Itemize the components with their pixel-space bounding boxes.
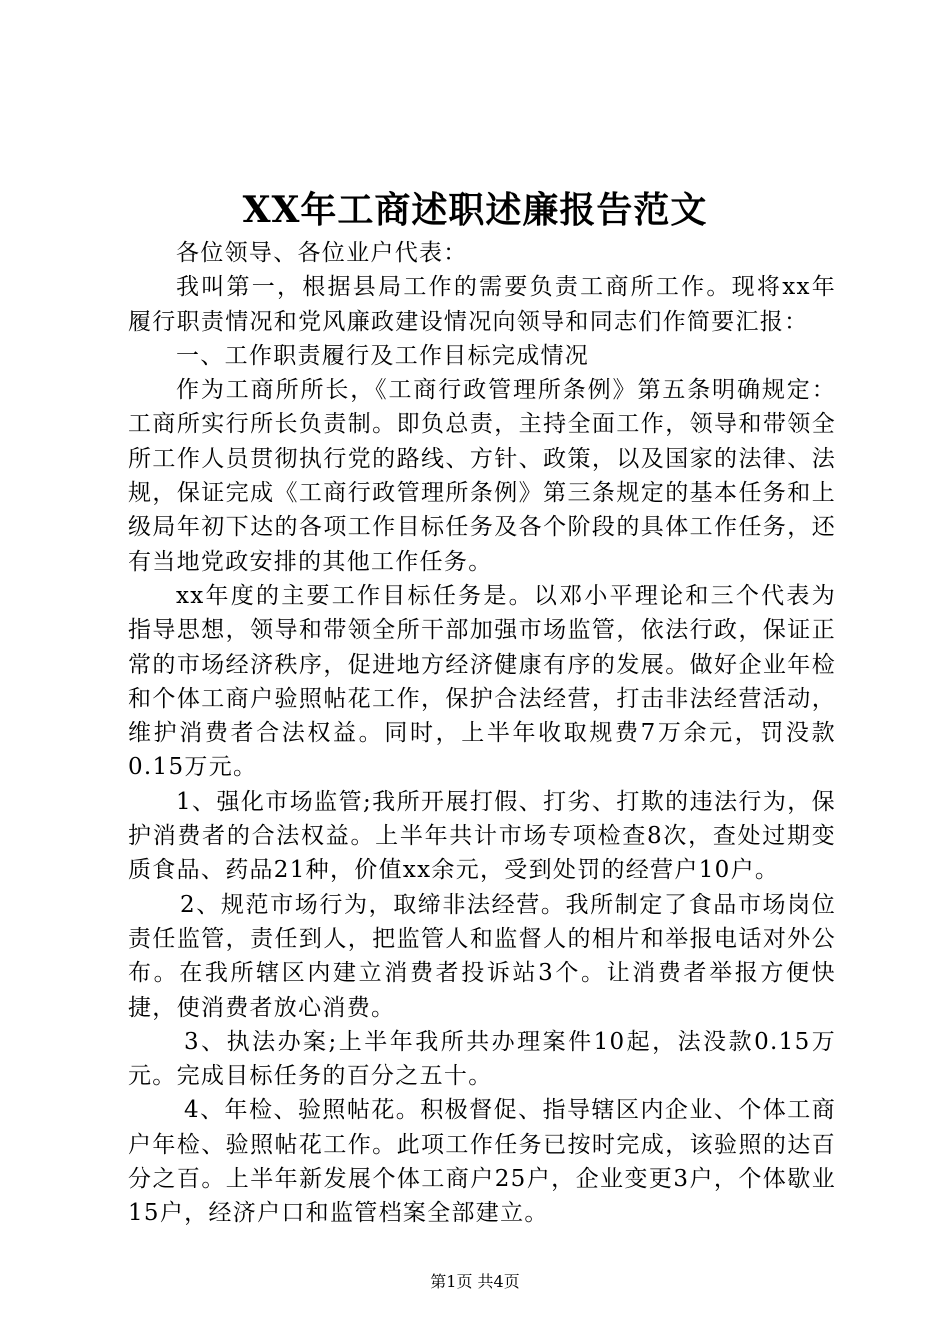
document-title: XX年工商述职述廉报告范文 bbox=[242, 189, 708, 231]
item-3-paragraph: 3、执法办案;上半年我所共办理案件10起，法没款0.15万元。完成目标任务的百分之五十。 bbox=[128, 1028, 836, 1090]
document-body bbox=[128, 236, 836, 1231]
item-4-paragraph: 4、年检、验照帖花。积极督促、指导辖区内企业、个体工商户年检、验照帖花工作。此项工作任务已按时完成，该验照的达百分之百。上半年新发展个体工商户25户，企业变更3户，个体歇业15户，经济户口和监管档案全部建立。 bbox=[128, 1097, 836, 1227]
salutation-paragraph: 各位领导、各位业户代表： bbox=[176, 240, 468, 266]
section-heading-1: 一、工作职责履行及工作目标完成情况 bbox=[176, 342, 590, 369]
annual-goals-paragraph: xx年度的主要工作目标任务是。以邓小平理论和三个代表为指导思想，领导和带领全所干部加强市场监管，依法行政，保证正常的市场经济秩序，促进地方经济健康有序的发展。做好企业年检和个体工商户验照帖花工作，保护合法经营，打击非法经营活动，维护消费者合法权益。同时，上半年收取规费7万余元，罚没款0.15万元。 bbox=[128, 582, 836, 781]
item-2-paragraph: 2、规范市场行为，取缔非法经营。我所制定了食品市场岗位责任监管，责任到人，把监管人和监督人的相片和举报电话对外公布。在我所辖区内建立消费者投诉站3个。让消费者举报方便快捷，使消费者放心消费。 bbox=[128, 891, 836, 1021]
intro-paragraph: 我叫第一，根据县局工作的需要负责工商所工作。现将xx年履行职责情况和党风廉政建设情况向领导和同志们作简要汇报： bbox=[128, 274, 836, 335]
duties-paragraph: 作为工商所所长，《工商行政管理所条例》第五条明确规定：工商所实行所长负责制。即负总责，主持全面工作，领导和带领全所工作人员贯彻执行党的路线、方针、政策，以及国家的法律、法规，保证完成《工商行政管理所条例》第三条规定的基本任务和上级局年初下达的各项工作目标任务及各个阶段的具体工作任务，还有当地党政安排的其他工作任务。 bbox=[128, 377, 836, 575]
item-1-paragraph: 1、强化市场监管;我所开展打假、打劣、打欺的违法行为，保护消费者的合法权益。上半年共计市场专项检查8次，查处过期变质食品、药品21种，价值xx余元，受到处罚的经营户10户。 bbox=[128, 788, 836, 884]
page-number-footer: 第1页 共4页 bbox=[430, 1272, 520, 1291]
